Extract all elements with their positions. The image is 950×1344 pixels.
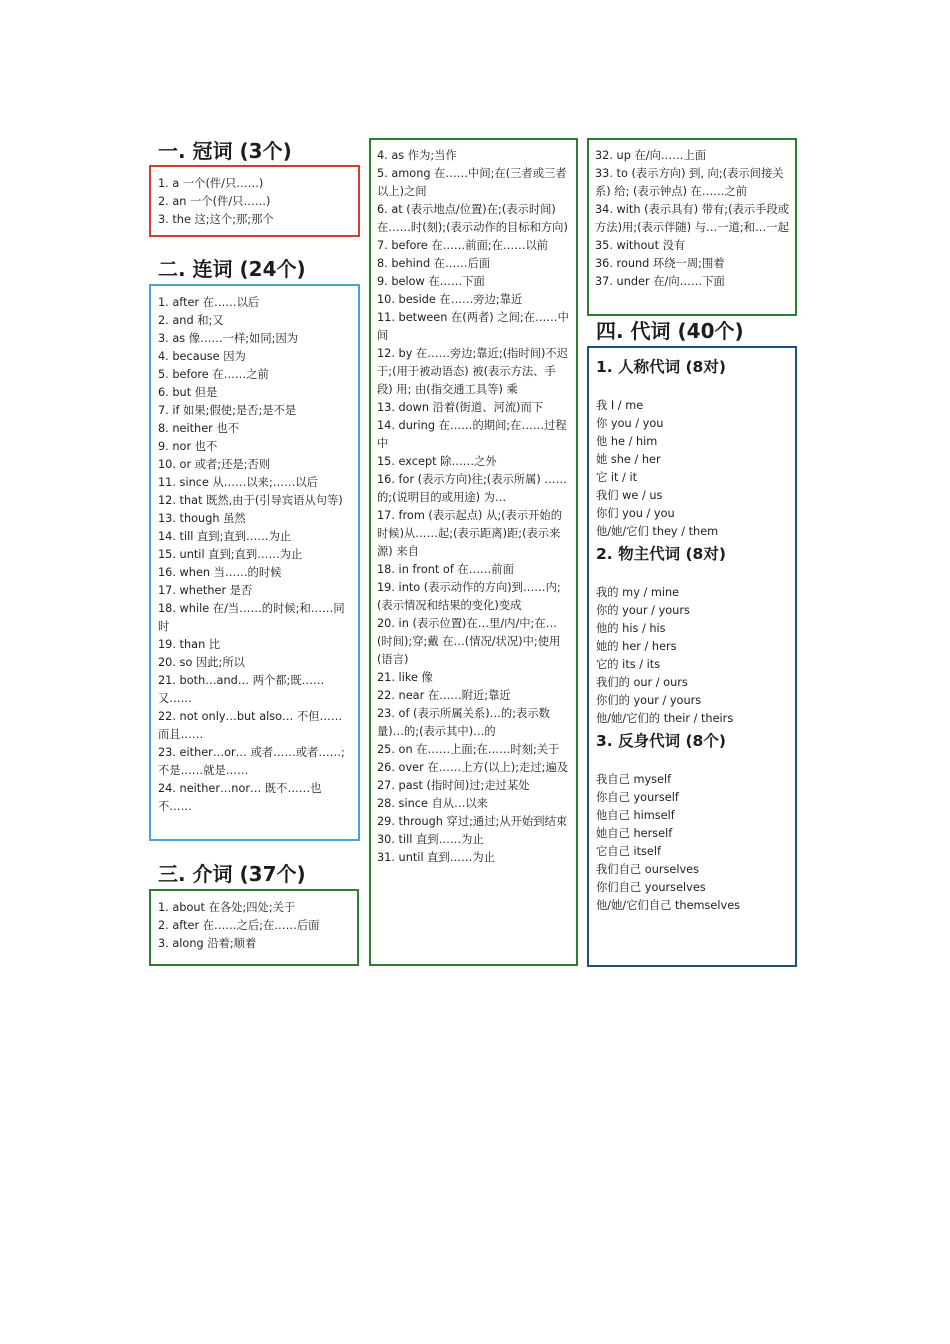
list-item: 她的 her / hers: [596, 640, 677, 653]
list-item: 9. below 在……下面: [377, 275, 485, 288]
list-item: 34. with (表示具有) 带有;(表示手段或方法)用;(表示伴随) 与…一道;和…一起: [595, 203, 790, 234]
list-item: 2. an 一个(件/只……): [158, 195, 271, 208]
list-item: 它自己 itself: [596, 845, 662, 858]
list-item: 3. the 这;这个;那;那个: [158, 213, 274, 226]
possessive-pronouns-title: 2. 物主代词 (8对): [596, 545, 726, 563]
list-item: 8. behind 在……后面: [377, 257, 491, 270]
list-item: 18. while 在/当……的时候;和……同时: [158, 602, 345, 633]
conjunctions-box: [149, 284, 360, 841]
list-item: 15. until 直到;直到……为止: [158, 548, 303, 561]
pronouns-box: [587, 346, 797, 967]
list-item: 23. either…or… 或者……或者……;不是……就是……: [158, 746, 345, 777]
prepositions-list-b: [377, 147, 570, 867]
personal-pronouns-list: [596, 397, 788, 541]
list-item: 32. up 在/向……上面: [595, 149, 707, 162]
list-item: 36. round 环绕一周;围着: [595, 257, 725, 270]
list-item: 我们的 our / ours: [596, 676, 688, 689]
prepositions-heading: 三. 介词 (37个): [158, 862, 306, 886]
list-item: 21. both…and… 两个都;既……又……: [158, 674, 325, 705]
personal-pronouns-title: 1. 人称代词 (8对): [596, 358, 726, 376]
list-item: 29. through 穿过;通过;从开始到结束: [377, 815, 568, 828]
list-item: 28. since 自从…以来: [377, 797, 488, 810]
list-item: 37. under 在/向……下面: [595, 275, 725, 288]
list-item: 24. neither…nor… 既不……也不……: [158, 782, 322, 813]
list-item: 27. past (指时间)过;走过某处: [377, 779, 530, 792]
list-item: 他/她/它们的 their / theirs: [596, 712, 734, 725]
list-item: 12. by 在……旁边;靠近;(指时间)不迟于;(用于被动语态) 被(表示方法、手段) 用; 由(指交通工具等) 乘: [377, 347, 568, 396]
conjunctions-heading: 二. 连词 (24个): [158, 257, 306, 281]
list-item: 21. like 像: [377, 671, 433, 684]
list-item: 17. from (表示起点) 从;(表示开始的时候)从……起;(表示距离)距;(表示来源) 来自: [377, 509, 563, 558]
list-item: 7. if 如果;假使;是否;是不是: [158, 404, 297, 417]
list-item: 我自己 myself: [596, 773, 672, 786]
list-item: 他/她/它们自己 themselves: [596, 899, 741, 912]
prepositions-list-a: [158, 899, 350, 953]
list-item: 8. neither 也不: [158, 422, 239, 435]
list-item: 18. in front of 在……前面: [377, 563, 514, 576]
list-item: 你们的 your / yours: [596, 694, 702, 707]
prepositions-box-b: [369, 138, 578, 966]
prepositions-box-c: [587, 138, 797, 316]
list-item: 我 I / me: [596, 399, 644, 412]
list-item: 你的 your / yours: [596, 604, 690, 617]
list-item: 我的 my / mine: [596, 586, 680, 599]
list-item: 他/她/它们 they / them: [596, 525, 719, 538]
list-item: 7. before 在……前面;在……以前: [377, 239, 549, 252]
list-item: 2. after 在……之后;在……后面: [158, 919, 320, 932]
list-item: 16. when 当……的时候: [158, 566, 282, 579]
list-item: 6. but 但是: [158, 386, 218, 399]
list-item: 13. down 沿着(街道、河流)而下: [377, 401, 544, 414]
list-item: 你们自己 yourselves: [596, 881, 706, 894]
list-item: 1. about 在各处;四处;关于: [158, 901, 296, 914]
list-item: 11. between 在(两者) 之间;在……中间: [377, 311, 569, 342]
list-item: 23. of (表示所属关系)…的;表示数量)…的;(表示其中)…的: [377, 707, 550, 738]
list-item: 35. without 没有: [595, 239, 686, 252]
list-item: 它的 its / its: [596, 658, 661, 671]
list-item: 20. so 因此;所以: [158, 656, 245, 669]
list-item: 26. over 在……上方(以上);走过;遍及: [377, 761, 569, 774]
spacer: [596, 380, 788, 397]
list-item: 31. until 直到……为止: [377, 851, 495, 864]
articles-heading: 一. 冠词 (3个): [158, 139, 292, 163]
list-item: 6. at (表示地点/位置)在;(表示时间)在……时(刻);(表示动作的目标和方向): [377, 203, 568, 234]
list-item: 你自己 yourself: [596, 791, 679, 804]
list-item: 5. before 在……之前: [158, 368, 269, 381]
spacer: [596, 754, 788, 771]
list-item: 33. to (表示方向) 到, 向;(表示间接关系) 给; (表示钟点) 在……之前: [595, 167, 784, 198]
articles-box: [149, 165, 360, 237]
list-item: 20. in (表示位置)在…里/内/中;在…(时间);穿;戴 在…(情况/状况)中;使用(语言): [377, 617, 561, 666]
list-item: 10. or 或者;还是;否则: [158, 458, 271, 471]
list-item: 22. near 在……附近;靠近: [377, 689, 511, 702]
list-item: 17. whether 是否: [158, 584, 253, 597]
prepositions-list-c: [595, 147, 789, 291]
list-item: 5. among 在……中间;在(三者或三者以上)之间: [377, 167, 567, 198]
reflexive-pronouns-list: [596, 771, 788, 915]
list-item: 25. on 在……上面;在……时刻;关于: [377, 743, 560, 756]
list-item: 她自己 herself: [596, 827, 673, 840]
conjunctions-list: [158, 294, 351, 816]
list-item: 10. beside 在……旁边;靠近: [377, 293, 523, 306]
list-item: 你 you / you: [596, 417, 664, 430]
list-item: 2. and 和;又: [158, 314, 224, 327]
list-item: 1. a 一个(件/只……): [158, 177, 264, 190]
list-item: 19. into (表示动作的方向)到……内;(表示情况和结果的变化)变成: [377, 581, 561, 612]
list-item: 12. that 既然,由于(引导宾语从句等): [158, 494, 343, 507]
list-item: 你们 you / you: [596, 507, 675, 520]
list-item: 1. after 在……以后: [158, 296, 260, 309]
pronouns-heading: 四. 代词 (40个): [596, 319, 744, 343]
list-item: 他的 his / his: [596, 622, 666, 635]
reflexive-pronouns-title: 3. 反身代词 (8个): [596, 732, 726, 750]
list-item: 14. till 直到;直到……为止: [158, 530, 292, 543]
list-item: 我们 we / us: [596, 489, 663, 502]
list-item: 他 he / him: [596, 435, 658, 448]
list-item: 3. along 沿着;顺着: [158, 937, 257, 950]
list-item: 它 it / it: [596, 471, 638, 484]
list-item: 15. except 除……之外: [377, 455, 497, 468]
list-item: 4. because 因为: [158, 350, 246, 363]
list-item: 他自己 himself: [596, 809, 675, 822]
list-item: 16. for (表示方向)往;(表示所属) ……的;(说明目的或用途) 为…: [377, 473, 567, 504]
spacer: [596, 567, 788, 584]
list-item: 她 she / her: [596, 453, 661, 466]
possessive-pronouns-list: [596, 584, 788, 728]
list-item: 14. during 在……的期间;在……过程中: [377, 419, 567, 450]
list-item: 我们自己 ourselves: [596, 863, 699, 876]
articles-list: [158, 175, 351, 229]
list-item: 3. as 像……一样;如同;因为: [158, 332, 299, 345]
list-item: 13. though 虽然: [158, 512, 246, 525]
list-item: 22. not only…but also… 不但……而且……: [158, 710, 343, 741]
list-item: 11. since 从……以来;……以后: [158, 476, 318, 489]
list-item: 4. as 作为;当作: [377, 149, 457, 162]
prepositions-box-a: [149, 889, 359, 966]
list-item: 9. nor 也不: [158, 440, 218, 453]
list-item: 19. than 比: [158, 638, 221, 651]
list-item: 30. till 直到……为止: [377, 833, 484, 846]
